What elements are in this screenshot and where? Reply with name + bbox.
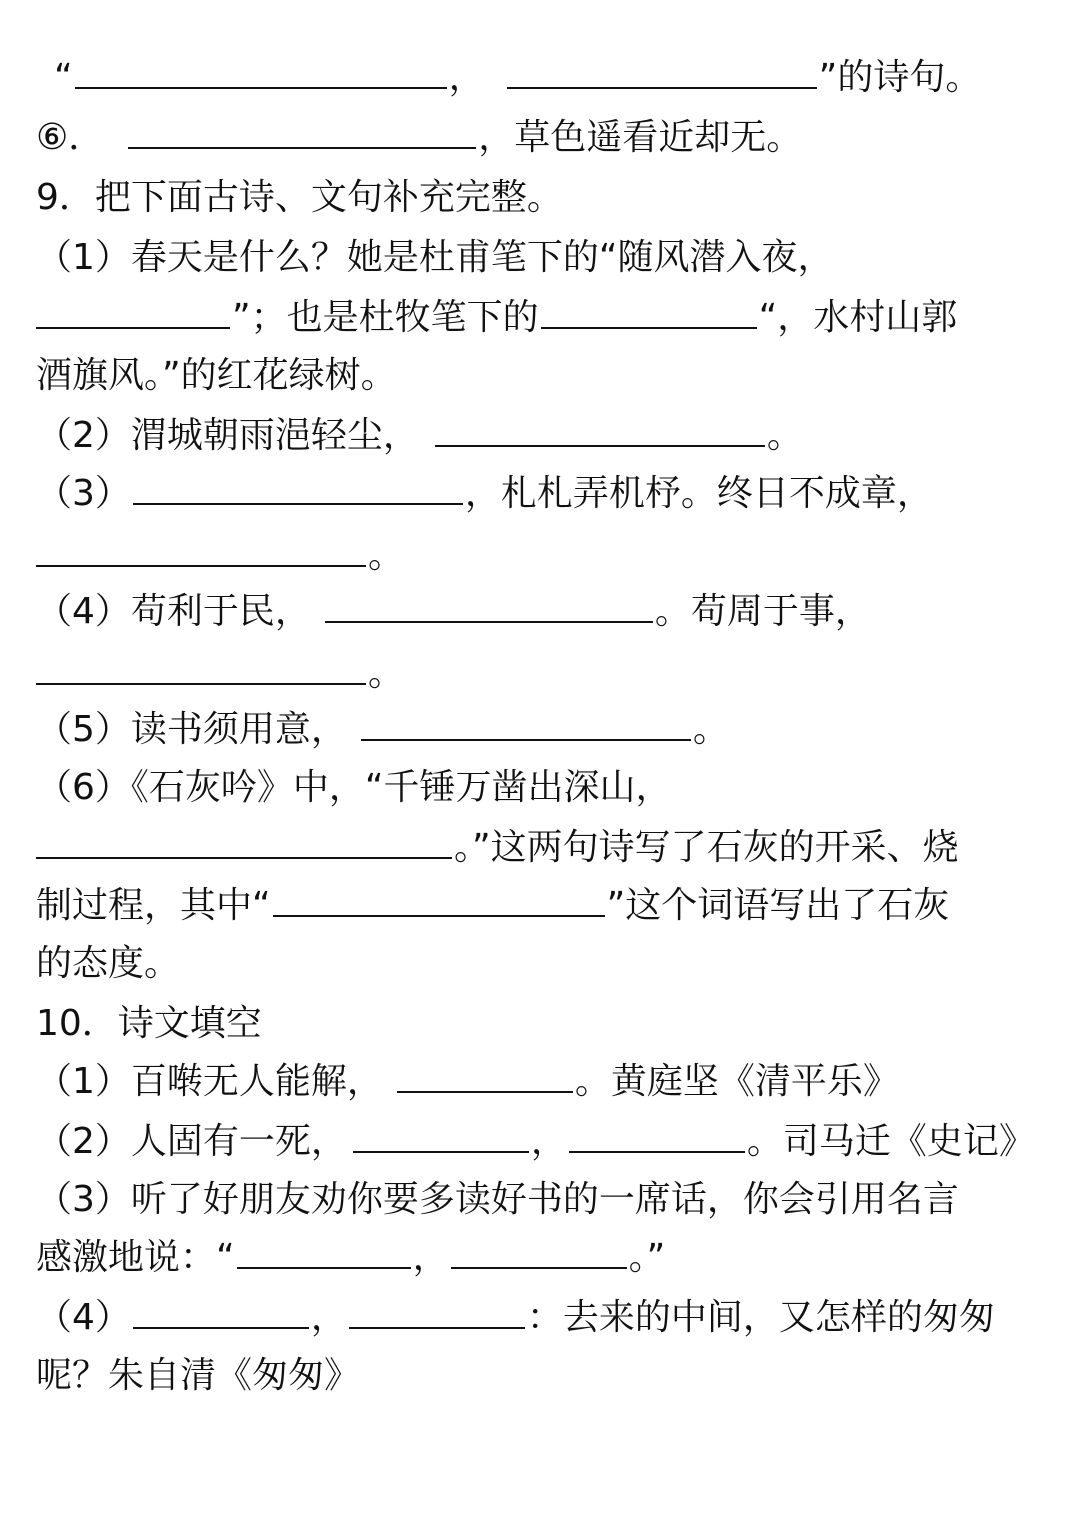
answer-blank[interactable] — [75, 57, 447, 89]
q9-item-2-line — [36, 406, 1046, 466]
text: ， — [310, 1297, 347, 1338]
answer-blank[interactable] — [133, 1297, 309, 1329]
answer-blank[interactable] — [237, 1237, 411, 1269]
text: ”；也是杜牧笔下的 — [232, 297, 539, 338]
q9-item-1-line — [36, 228, 1046, 288]
answer-blank[interactable] — [541, 297, 757, 329]
answer-blank[interactable] — [435, 415, 765, 447]
text: （5）读书须用意， — [36, 709, 347, 750]
text: ”这个词语写出了石灰 — [606, 885, 950, 926]
answer-blank[interactable] — [273, 885, 605, 917]
answer-blank[interactable] — [349, 1297, 525, 1329]
answer-blank[interactable] — [397, 1061, 573, 1093]
text: 。苟周于事， — [654, 591, 871, 632]
answer-blank[interactable] — [128, 117, 476, 149]
answer-blank[interactable] — [353, 1121, 529, 1153]
text: （1）百啭无人能解， — [36, 1061, 383, 1102]
q10-item-4-line-2 — [36, 1346, 1046, 1406]
q9-item-6-line-2 — [36, 818, 1046, 878]
text: ”的诗句。 — [818, 57, 982, 98]
poem-line-blank-pair — [36, 48, 1046, 108]
text: ，札札弄机杼。终日不成章， — [464, 473, 933, 514]
answer-blank[interactable] — [36, 297, 230, 329]
text: ， — [448, 57, 485, 98]
text: 。 — [766, 415, 803, 456]
text: 9．把下面古诗、文句补充完整。 — [36, 177, 563, 218]
text: ⑥． — [36, 117, 105, 158]
q9-item-5-line — [36, 700, 1046, 760]
q10-item-4-line — [36, 1288, 1046, 1348]
q9-item-4-line — [36, 582, 1046, 642]
text: （2）人固有一死， — [36, 1121, 347, 1162]
text: 制过程，其中“ — [36, 885, 271, 926]
text: 的态度。 — [36, 943, 181, 984]
text: 。” — [628, 1237, 666, 1278]
text: ：去来的中间，又怎样的匆匆 — [526, 1297, 995, 1338]
answer-blank[interactable] — [507, 57, 817, 89]
text: ， — [530, 1121, 567, 1162]
text: ，草色遥看近却无。 — [478, 117, 803, 158]
text: “，水村山郭 — [758, 297, 958, 338]
question-9-title — [36, 168, 1046, 228]
text: （2）渭城朝雨浥轻尘， — [36, 415, 419, 456]
text: （6）《石灰吟》中，“千锤万凿出深山， — [36, 767, 672, 808]
q9-item-1-line-2 — [36, 288, 1046, 348]
answer-blank[interactable] — [133, 473, 463, 505]
text: （1）春天是什么？她是杜甫笔下的“随风潜入夜， — [36, 237, 834, 278]
answer-blank[interactable] — [36, 827, 452, 859]
answer-blank[interactable] — [451, 1237, 627, 1269]
answer-blank[interactable] — [36, 535, 366, 567]
q9-item-1-line-3 — [36, 346, 1046, 406]
text: 感激地说：“ — [36, 1237, 235, 1278]
text: 10．诗文填空 — [36, 1003, 262, 1044]
answer-blank[interactable] — [325, 591, 653, 623]
q10-item-2-line — [36, 1112, 1046, 1172]
q9-item-6-line-4 — [36, 934, 1046, 994]
text: 。 — [692, 709, 729, 750]
text: ， — [412, 1237, 449, 1278]
answer-blank[interactable] — [36, 653, 366, 685]
text: （3） — [36, 473, 131, 514]
text: （4） — [36, 1297, 131, 1338]
q10-item-3-line — [36, 1170, 1046, 1230]
q9-item-3-line — [36, 464, 1046, 524]
text: （4）苟利于民， — [36, 591, 311, 632]
q9-item-6-line — [36, 758, 1046, 818]
text: 。司马迁《史记》 — [746, 1121, 1035, 1162]
answer-blank[interactable] — [569, 1121, 745, 1153]
text: 。 — [368, 535, 405, 576]
question-10-title — [36, 994, 1046, 1054]
q10-item-1-line — [36, 1052, 1046, 1112]
text: （3）听了好朋友劝你要多读好书的一席话，你会引用名言 — [36, 1179, 959, 1220]
q9-item-6-line-3 — [36, 876, 1046, 936]
item-6-line — [36, 108, 1046, 168]
text: 酒旗风。”的红花绿树。 — [36, 355, 397, 396]
text: “ — [54, 57, 73, 98]
text: 呢？朱自清《匆匆》 — [36, 1355, 361, 1396]
q10-item-3-line-2 — [36, 1228, 1046, 1288]
answer-blank[interactable] — [361, 709, 691, 741]
text: 。黄庭坚《清平乐》 — [574, 1061, 899, 1102]
q9-item-3-line-2 — [36, 526, 1046, 586]
q9-item-4-line-2 — [36, 644, 1046, 704]
text: 。”这两句诗写了石灰的开采、烧 — [454, 827, 959, 868]
text: 。 — [368, 653, 405, 694]
